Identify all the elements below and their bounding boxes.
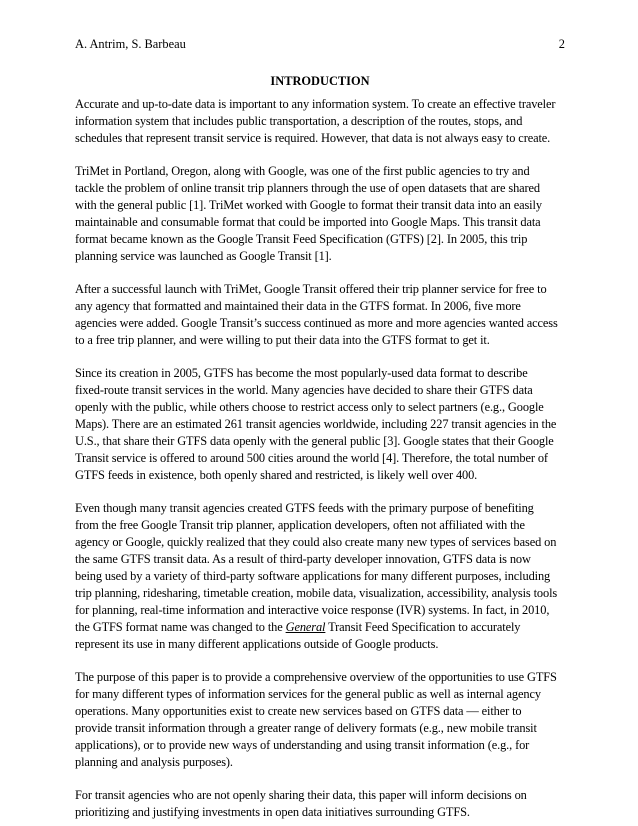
paragraph-5-text-a: Even though many transit agencies created GTFS feeds with the primary purpose of benefiting from the free Google Transit trip planner, application developers, often not affiliated with the agency or Google, quickly realized that they could also create many new types of services based on the same GTFS transit data. As a result of third-party developer innovation, GTFS data is now being used by a variety of third-party software applications for many different purposes, including trip planning, ridesharing, timetable creation, mobile data, visualization, accessibility, analysis tools for planning, real-time information and interactive voice response (IVR) systems. In fact, in 2010, the GTFS format name was changed to the: [75, 501, 558, 634]
paragraph-4: Since its creation in 2005, GTFS has become the most popularly-used data format to describe fixed-route transit services in the world. Many agencies have decided to share their GTFS data openly with the public, while others choose to restrict access only to select partners (e.g., Google Maps). There are an estimated 261 transit agencies worldwide, including 227 transit agencies in the U.S., that share their GTFS data openly with the general public [3]. Google states that their Google Transit service is offered to around 500 cities around the world [4]. Therefore, the total number of GTFS feeds in existence, both openly shared and restricted, is likely well over 400.: [75, 366, 557, 482]
body-text: [75, 96, 559, 821]
paragraph-2: TriMet in Portland, Oregon, along with Google, was one of the first public agencies to try and tackle the problem of online transit trip planners through the use of open datasets that are shared with the general public [1]. TriMet worked with Google to format their transit data into an easily maintainable and consumable format that could be imported into Google Maps. This transit data format became known as the Google Transit Feed Specification (GTFS) [2]. In 2005, this trip planning service was launched as Google Transit [1].: [75, 164, 542, 263]
paragraph-6: The purpose of this paper is to provide a comprehensive overview of the opportunities to use GTFS for many different types of information services for the general public as well as internal agency operations. Many opportunities exist to create new services based on GTFS data — either to provide transit information through a greater range of delivery formats (e.g., new mobile transit applications), or to provide new ways of understanding and using transit information (e.g., for planning and analysis purposes).: [75, 670, 557, 769]
paragraph-7: For transit agencies who are not openly sharing their data, this paper will inform decisions on prioritizing and justifying investments in open data initiatives surrounding GTFS.: [75, 788, 527, 819]
header-authors: A. Antrim, S. Barbeau: [75, 37, 186, 51]
paragraph-1: Accurate and up-to-date data is important to any information system. To create an effective traveler information system that includes public transportation, a description of the routes, stops, and schedules that represent transit service is required. However, that data is not always easy to create.: [75, 97, 556, 145]
paragraph-5-text-b: Transit Feed Specification to accurately represent its use in many different applications outside of Google products.: [75, 620, 521, 651]
page-number: 2: [558, 37, 565, 51]
paragraph-5: [75, 500, 559, 653]
emphasized-word: General: [285, 620, 326, 634]
paragraph-3: After a successful launch with TriMet, Google Transit offered their trip planner service for free to any agency that formatted and maintained their data in the GTFS format. In 2006, five more agencies were added. Google Transit’s success continued as more and more agencies wanted access to a free trip planner, and were willing to put their data into the GTFS format to get it.: [75, 282, 558, 347]
section-title: INTRODUCTION: [270, 74, 370, 88]
